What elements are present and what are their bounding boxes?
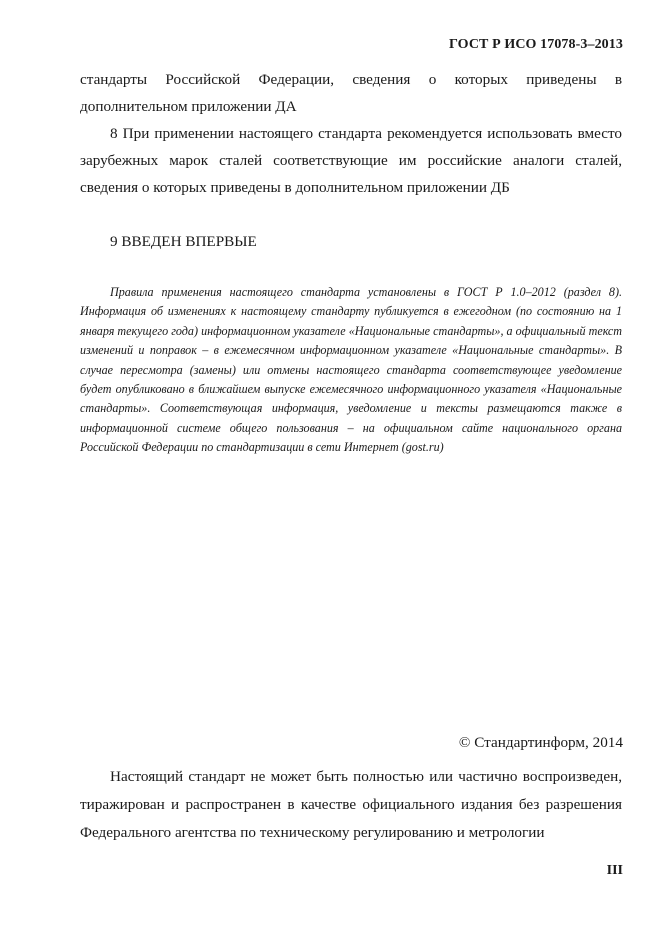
- copyright-line: © Стандартинформ, 2014: [458, 734, 623, 751]
- item-9-heading: 9 ВВЕДЕН ВПЕРВЫЕ: [110, 233, 257, 250]
- item-8-paragraph: 8 При применении настоящего стандарта рекомендуется использовать вместо зарубежных марок сталей соответствующие им российские аналоги сталей, сведения о которых приведены в дополнительном приложении ДБ: [80, 125, 622, 196]
- application-rules-note: Правила применения настоящего стандарта установлены в ГОСТ Р 1.0–2012 (раздел 8). Информация об изменениях к настоящему стандарту публикуется в ежегодном (по состоянию на 1 января текущего года) информационном указателе «Национальные стандарты», а официальный текст изменений и поправок – в ежемесячном информационном указателе «Национальные стандарты». В случае пересмотра (замены) или отмены настоящего стандарта соответствующее уведомление будет опубликовано в ближайшем выпуске ежемесячного информационного указателя «Национальные стандарты». Соответствующая информация, уведомление и тексты размещаются также в информационной системе общего пользования – на официальном сайте национального органа Российской Федерации по стандартизации в сети Интернет (gost.ru): [80, 285, 622, 455]
- continuation-paragraph: стандарты Российской Федерации, сведения о которых приведены в дополнительном приложении ДА: [80, 71, 622, 115]
- page-number: III: [606, 863, 623, 878]
- standard-code-header: ГОСТ Р ИСО 17078-3–2013: [449, 37, 623, 52]
- reproduction-notice: Настоящий стандарт не может быть полностью или частично воспроизведен, тиражирован и распространен в качестве официального издания без разрешения Федерального агентства по техническому регулированию и метрологии: [80, 768, 622, 841]
